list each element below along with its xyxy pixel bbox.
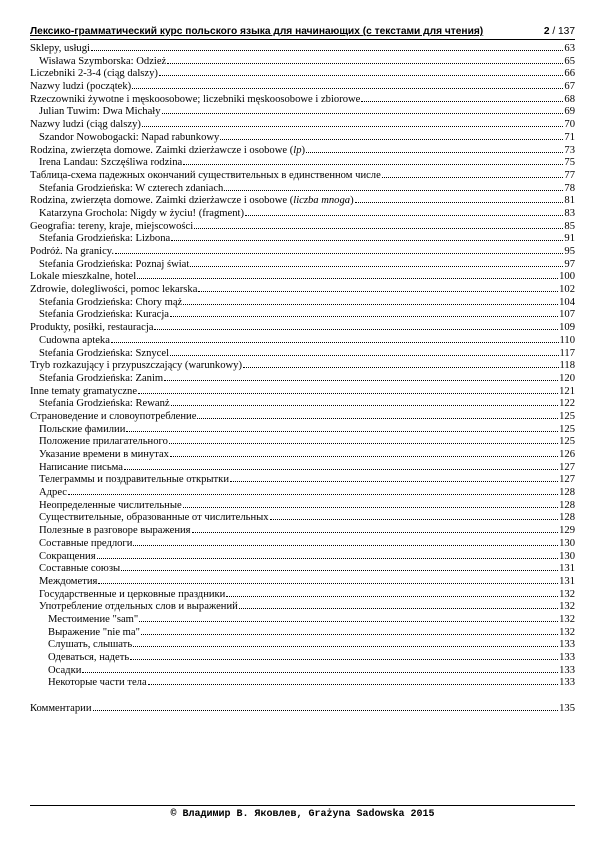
toc-entry-page: 126 [559,449,575,460]
toc-entry[interactable] [30,104,575,117]
toc-entry[interactable] [30,396,575,409]
toc-entry-page: 130 [559,537,575,549]
dot-leader [68,485,558,495]
dot-leader [139,612,558,622]
toc-entry-label: Szandor Nowobogacki: Napad rabunkowy [39,131,220,143]
toc-entry-page: 100 [559,271,575,283]
current-page-number: 2 [543,26,550,37]
dot-leader [239,599,558,609]
toc-entry-page: 69 [564,106,575,118]
toc-entry-label: Stefania Grodzieńska: W czterech zdaniach [39,182,224,194]
dot-leader [220,130,563,140]
dot-leader [141,625,558,635]
dot-leader [361,92,563,102]
dot-leader [382,168,564,178]
toc-entry-page: 65 [564,55,575,67]
page-counter [544,24,575,39]
dot-leader [130,650,558,660]
toc-entry-page: 95 [564,246,575,257]
dot-leader [183,295,558,305]
toc-entry[interactable] [30,663,575,676]
toc-entry[interactable] [30,472,575,485]
table-of-contents [30,41,575,714]
toc-entry[interactable] [30,460,575,473]
toc-entry-label: Одеваться, надеть [48,652,130,663]
toc-entry-label: Выражение "nie ma" [48,626,140,638]
dot-leader [121,561,558,571]
dot-leader [170,307,558,317]
dot-leader [154,320,558,330]
toc-entry[interactable] [30,269,575,282]
dot-leader [171,231,563,241]
toc-entry-page: 118 [559,360,575,372]
toc-entry-label: Адрес [39,487,68,499]
toc-entry-label: Слушать, слышать [48,639,133,651]
toc-entry-page: 132 [559,626,575,638]
toc-entry-label: Katarzyna Grochola: Nigdy w życiu! (fragment) [39,207,245,219]
toc-entry[interactable] [30,498,575,511]
dot-leader [133,536,558,546]
copyright-footer: © Владимир В. Яковлев, Grażyna Sadowska 2015 [170,809,435,820]
dot-leader [124,460,558,470]
toc-entry[interactable] [30,574,575,587]
toc-entry-label: Stefania Grodzieńska: Sznycel [39,347,170,359]
toc-entry[interactable] [30,295,575,308]
dot-leader [171,396,559,406]
dot-leader [132,79,563,89]
toc-entry-label: Междометия [39,575,98,587]
dot-leader [164,371,558,381]
toc-entry-page: 128 [559,499,575,511]
toc-entry-page: 85 [564,220,575,232]
dot-leader [355,193,564,203]
toc-entry-label: Stefania Grodzieńska: Poznaj świat [39,258,190,270]
toc-entry[interactable] [30,231,575,244]
dot-leader [194,219,563,229]
toc-entry[interactable] [30,66,575,79]
toc-entry[interactable] [30,561,575,574]
toc-entry-page: 97 [564,258,575,270]
dot-leader [162,104,564,114]
toc-entry[interactable] [30,422,575,435]
toc-entry[interactable] [30,384,575,397]
toc-entry-label: Некоторые части тела [48,677,147,689]
toc-entry-label: Irena Landau: Szczęśliwa rodzina [39,157,183,169]
dot-leader [138,384,558,394]
dot-leader [111,333,559,343]
toc-entry[interactable] [30,193,575,206]
toc-entry-label: Cudowna apteka [39,334,110,346]
toc-entry-label: Tryb rozkazujący i przypuszczający (warunkowy) [30,360,242,372]
toc-entry[interactable] [30,536,575,549]
dot-leader [270,510,559,520]
toc-entry-label: Lokale mieszkalne, hotel [30,271,137,283]
toc-entry-page: 67 [564,81,575,93]
toc-entry[interactable] [30,434,575,447]
dot-leader [167,54,563,64]
dot-leader [142,117,564,127]
toc-entry-label: Stefania Grodzieńska: Rewanż [39,398,170,410]
toc-entry-label: Rodzina, zwierzęta domowe. Zaimki dzierżawcze i osobowe (lp) [30,144,306,156]
toc-entry-page: 131 [559,563,575,575]
toc-entry-label: Stefania Grodzieńska: Chory mąż [39,296,183,308]
toc-entry-page: 125 [559,423,575,435]
toc-entry-label: Комментарии [30,703,92,715]
toc-entry-label: Produkty, posiłki, restauracja [30,322,154,334]
toc-entry-label: Rzeczowniki żywotne i męskoosobowe; liczebniki męskoosobowe i zbiorowe [30,93,361,105]
toc-entry[interactable] [30,117,575,130]
toc-entry-page: 127 [559,474,575,486]
toc-entry-label: Stefania Grodzieńska: Kuracja [39,309,170,321]
toc-entry[interactable] [30,244,575,257]
toc-entry-page: 135 [559,703,575,715]
dot-leader [93,701,559,711]
toc-entry-label: Stefania Grodzieńska: Zanim [39,372,164,384]
dot-leader [190,257,563,267]
toc-entry-label: Nazwy ludzi (ciąg dalszy) [30,119,141,131]
toc-entry-page: 70 [564,119,575,131]
toc-entry-label: Составные предлоги [39,537,133,549]
toc-entry-label: Podróż. Na granicy. [30,246,115,257]
toc-entry-page: 120 [559,372,575,384]
dot-leader [170,447,558,457]
toc-entry[interactable] [30,320,575,333]
toc-entry[interactable] [30,358,575,371]
toc-entry-page: 63 [564,43,575,54]
toc-entry-page: 107 [559,309,575,321]
dot-leader [159,66,563,76]
toc-entry[interactable] [30,637,575,650]
toc-entry-label: Сокращения [39,550,96,562]
toc-entry-page: 71 [564,131,575,143]
toc-entry[interactable] [30,41,575,54]
toc-entry-label: Liczebniki 2-3-4 (ciąg dalszy) [30,68,158,80]
toc-entry[interactable] [30,181,575,194]
toc-entry-label: Страноведение и словоупотребление [30,410,197,422]
toc-entry[interactable] [30,409,575,422]
toc-entry-page: 125 [559,436,575,448]
dot-leader [98,574,558,584]
toc-entry-label: Написание письма [39,461,123,473]
toc-entry-label: Указание времени в минутах [39,449,169,460]
toc-entry-page: 121 [559,385,575,397]
toc-entry[interactable] [30,485,575,498]
header-divider [30,39,575,40]
toc-entry[interactable] [30,346,575,359]
footer-divider [30,805,575,806]
toc-entry[interactable] [30,523,575,536]
toc-entry[interactable] [30,333,575,346]
dot-leader [198,282,558,292]
toc-entry-page: 128 [559,512,575,524]
toc-entry-page: 122 [559,398,575,410]
toc-entry-label: Inne tematy gramatyczne [30,385,138,397]
page-header [30,24,575,39]
toc-entry[interactable] [30,612,575,625]
toc-entry-page: 133 [559,639,575,651]
dot-leader [243,358,559,368]
dot-leader [148,675,558,685]
dot-leader [183,498,558,508]
dot-leader [226,587,558,597]
toc-entry-page: 102 [559,284,575,296]
toc-entry[interactable] [30,650,575,663]
toc-entry-page: 104 [559,296,575,308]
toc-entry-label: Осадки [48,664,82,676]
toc-entry-page: 132 [559,588,575,600]
toc-entry-label: Таблица-схема падежных окончаний существительных в единственном числе [30,169,381,181]
toc-entry[interactable] [30,79,575,92]
toc-entry-page: 75 [564,157,575,169]
toc-entry-label: Неопределенные числительные [39,499,182,511]
toc-entry[interactable] [30,54,575,67]
dot-leader [306,143,563,153]
toc-entry-page: 133 [559,677,575,689]
toc-entry-page: 127 [559,461,575,473]
dot-leader [170,346,558,356]
toc-entry-page: 110 [559,334,575,346]
toc-entry-label: Sklepy, usługi [30,43,90,54]
toc-entry[interactable] [30,307,575,320]
toc-entry[interactable] [30,130,575,143]
toc-entry-label: Zdrowie, dolegliwości, pomoc lekarska [30,284,198,296]
dot-leader [126,422,558,432]
dot-leader [137,269,558,279]
toc-entry-page: 132 [559,601,575,613]
toc-entry-page: 125 [559,410,575,422]
toc-entry[interactable] [30,675,575,688]
dot-leader [169,434,558,444]
toc-entry-page: 77 [564,169,575,181]
toc-entry-page: 129 [559,525,575,537]
toc-entry-label: Государственные и церковные праздники [39,588,226,600]
toc-entry-label: Rodzina, zwierzęta domowe. Zaimki dzierżawcze i osobowe (liczba mnoga) [30,195,354,207]
toc-entry-page: 131 [559,575,575,587]
toc-entry-page: 68 [564,93,575,105]
total-page-count: 137 [558,26,575,37]
toc-entry-label: Местоимение "sam" [48,613,139,625]
toc-entry-label: Составные союзы [39,563,121,575]
dot-leader [192,523,559,533]
toc-entry-page: 133 [559,652,575,663]
toc-entry-page: 73 [564,144,575,156]
dot-leader [115,244,563,254]
toc-entry-label: Польские фамилии [39,423,126,435]
toc-entry-label: Употребление отдельных слов и выражений [39,601,238,613]
toc-entry-page: 91 [564,233,575,245]
toc-entry-label: Существительные, образованные от числительных [39,512,269,524]
toc-entry[interactable] [30,549,575,562]
dot-leader [245,206,563,216]
dot-leader [133,637,558,647]
toc-entry-page: 117 [559,347,575,359]
toc-entry-label: Julian Tuwim: Dwa Michały [39,106,161,118]
toc-entry[interactable] [30,143,575,156]
toc-entry[interactable] [30,257,575,270]
toc-entry[interactable] [30,587,575,600]
dot-leader [91,41,563,51]
toc-entry-label: Полезные в разговоре выражения [39,525,191,537]
toc-entry-page: 132 [559,613,575,625]
dot-leader [97,549,559,559]
dot-leader [197,409,558,419]
toc-entry[interactable] [30,599,575,612]
toc-entry-page: 83 [564,207,575,219]
toc-entry-label: Телеграммы и поздравительные открытки [39,474,229,486]
toc-entry[interactable] [30,168,575,181]
toc-entry-page: 81 [564,195,575,207]
dot-leader [230,472,558,482]
toc-entry[interactable] [30,219,575,232]
dot-leader [224,181,563,191]
toc-entry-page: 133 [559,664,575,676]
toc-entry[interactable] [30,206,575,219]
toc-entry[interactable] [30,701,575,714]
toc-entry[interactable] [30,625,575,638]
toc-entry[interactable] [30,282,575,295]
toc-entry-label: Wisława Szymborska: Odzież [39,55,167,67]
toc-entry-page: 128 [559,487,575,499]
toc-entry[interactable] [30,155,575,168]
toc-entry-page: 130 [559,550,575,562]
toc-entry-label: Положение прилагательного [39,436,168,448]
toc-entry-label: Geografia: tereny, kraje, miejscowości [30,220,194,232]
toc-entry-page: 109 [559,322,575,334]
document-title: Лексико-грамматический курс польского языка для начинающих (с текстами для чтения) [30,26,484,37]
toc-entry[interactable] [30,371,575,384]
toc-entry[interactable] [30,510,575,523]
toc-entry[interactable] [30,447,575,460]
toc-entry-label: Stefania Grodzieńska: Lizbona [39,233,171,245]
toc-entry-label: Nazwy ludzi (początek) [30,81,132,93]
toc-entry-page: 66 [564,68,575,80]
dot-leader [82,663,558,673]
toc-entry-page: 78 [564,182,575,194]
dot-leader [183,155,563,165]
page-separator: / [549,26,558,37]
toc-entry[interactable] [30,92,575,105]
